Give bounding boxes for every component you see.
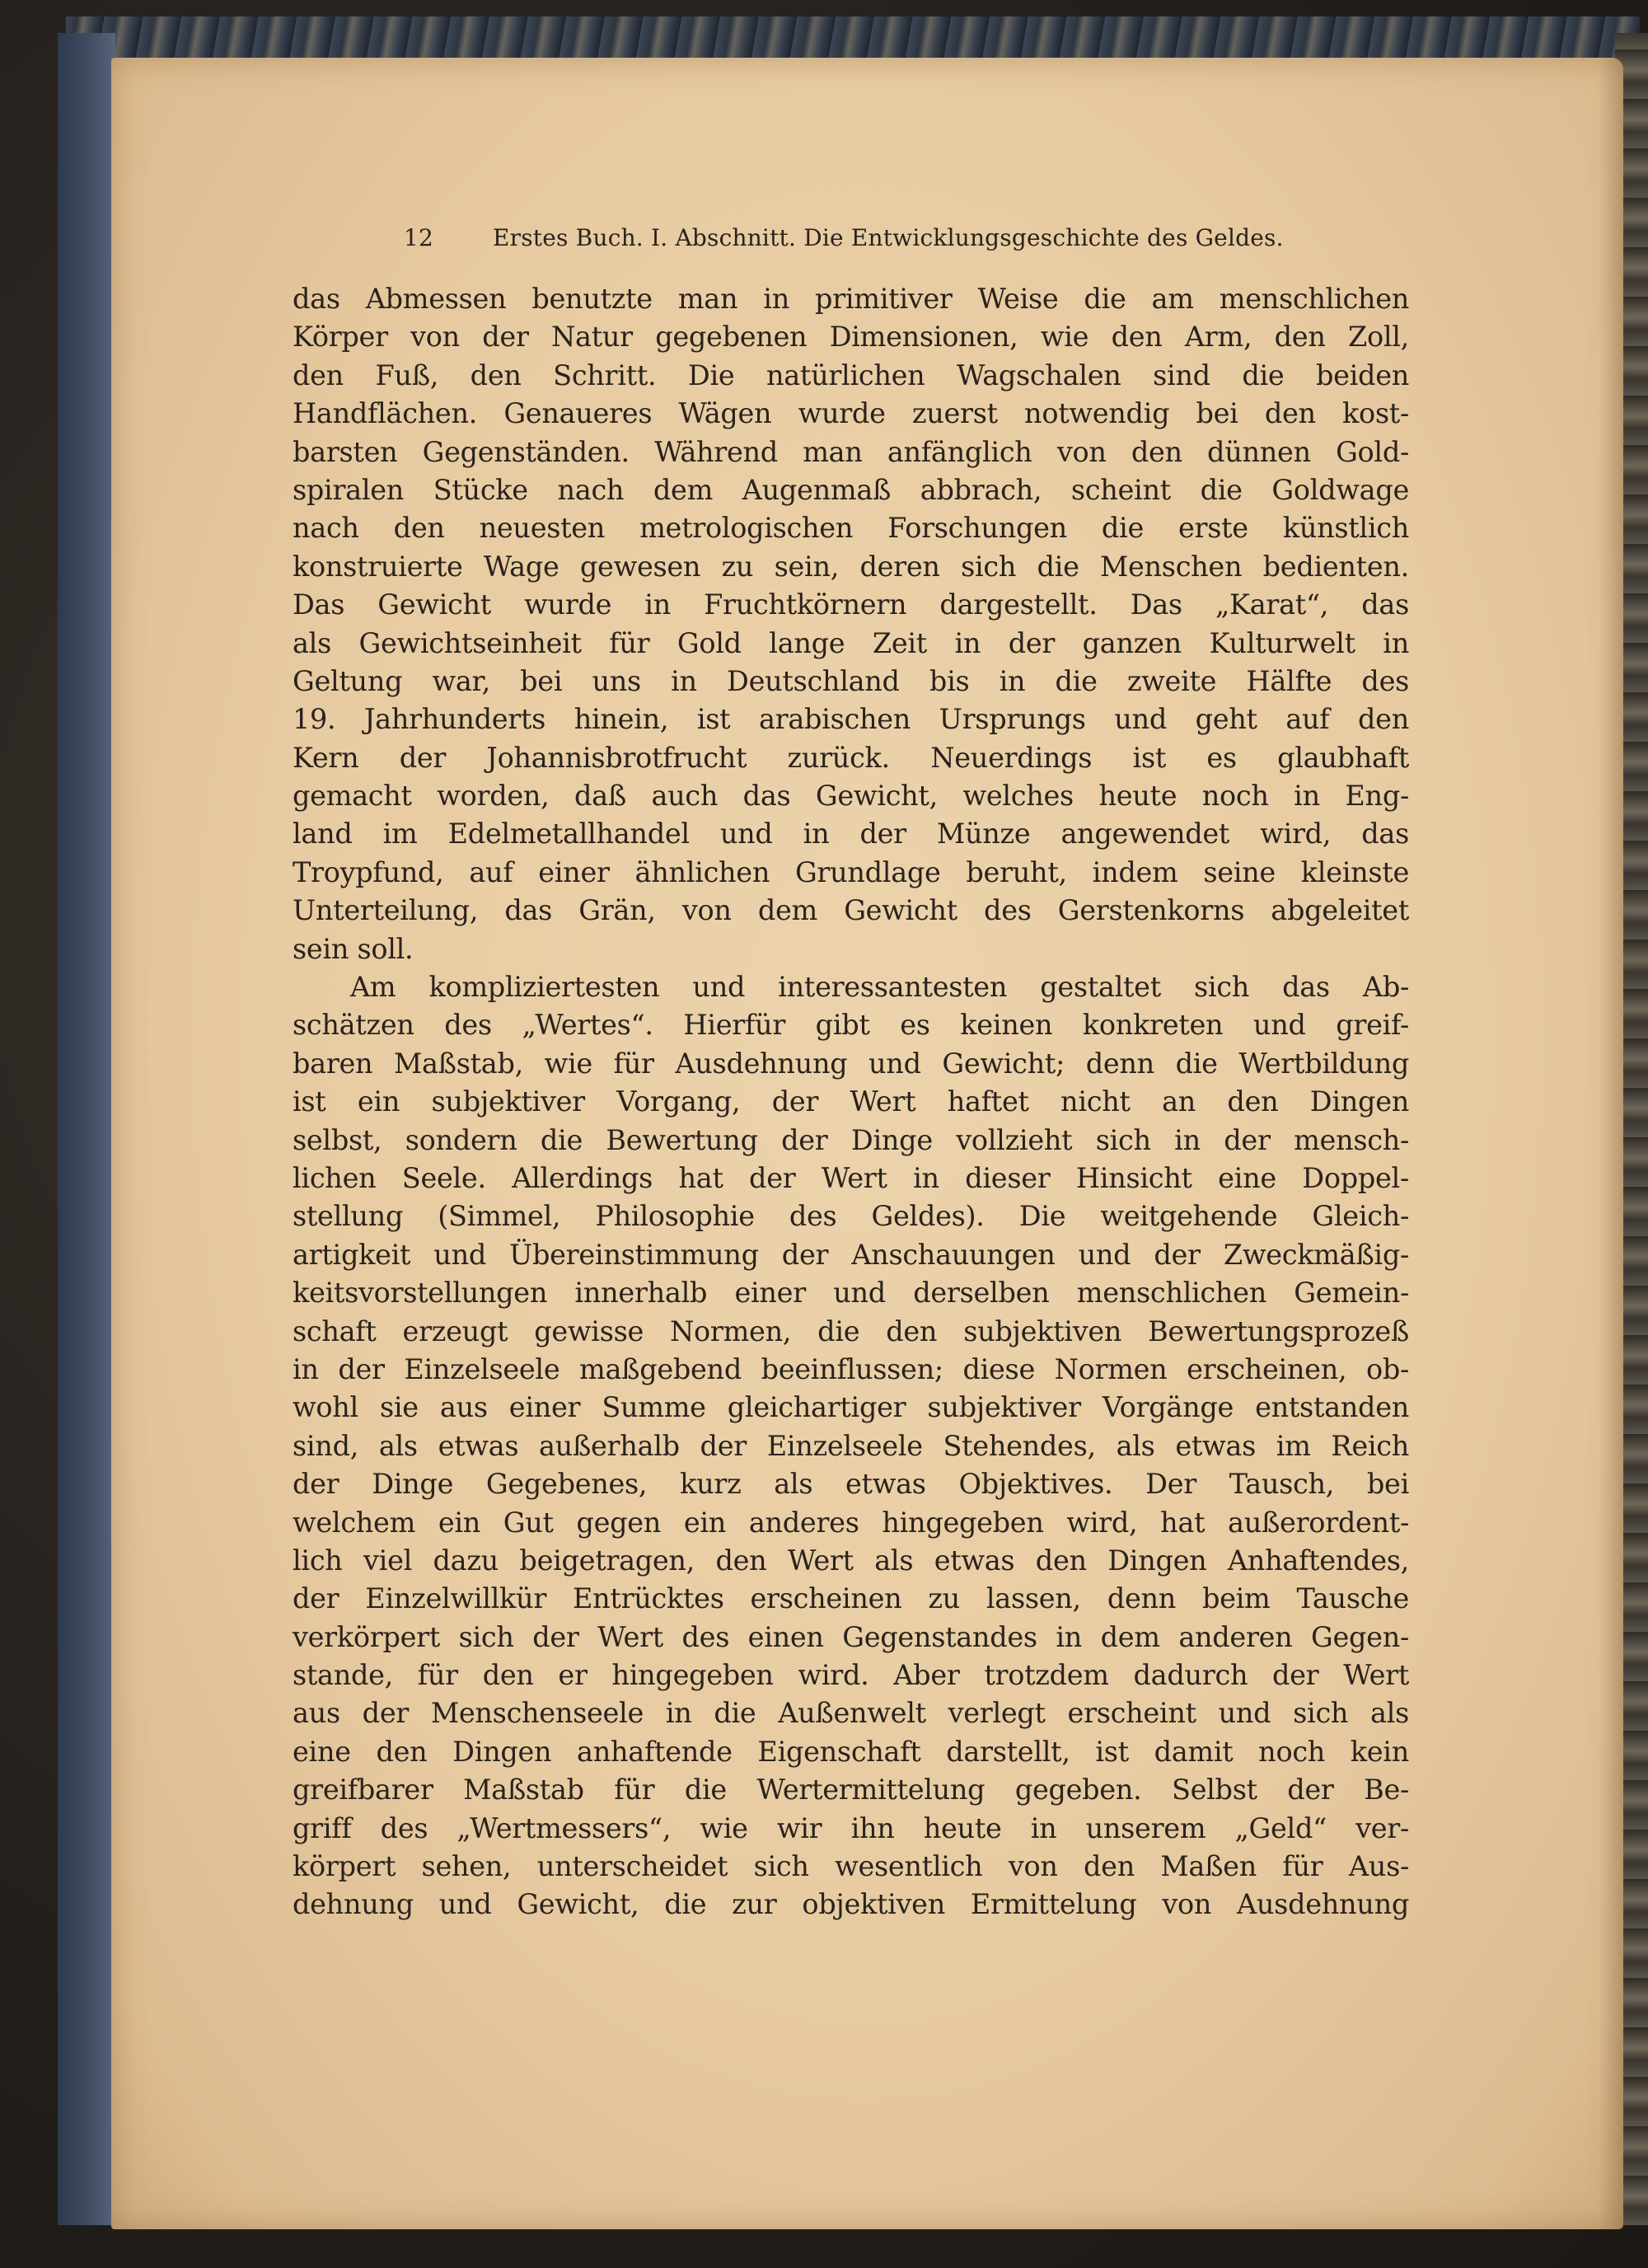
text-line: Unterteilung, das Grän, von dem Gewicht des Gerstenkorns abgeleitet [293, 894, 1409, 927]
text-line: den Fuß, den Schritt. Die natürlichen Wagschalen sind die beiden [293, 358, 1409, 391]
text-line: Troypfund, auf einer ähnlichen Grundlage beruht, indem seine kleinste [293, 855, 1409, 888]
text-line: baren Maßstab, wie für Ausdehnung und Gewicht; denn die Wertbildung [293, 1047, 1409, 1080]
text-line: stande, für den er hingegeben wird. Aber trotzdem dadurch der Wert [293, 1659, 1409, 1692]
text-line: das Abmessen benutzte man in primitiver Weise die am menschlichen [293, 283, 1409, 315]
text-line: sind, als etwas außerhalb der Einzelseele Stehendes, als etwas im Reich [293, 1429, 1409, 1462]
text-line: stellung (Simmel, Philosophie des Geldes). Die weitgehende Gleich- [293, 1200, 1409, 1233]
text-line: keitsvorstellungen innerhalb einer und derselben menschlichen Gemein- [293, 1277, 1409, 1310]
text-line: eine den Dingen anhaftende Eigenschaft darstellt, ist damit noch kein [293, 1735, 1409, 1768]
text-line: greifbarer Maßstab für die Wertermittelung gegeben. Selbst der Be- [293, 1774, 1409, 1806]
text-line: 19. Jahrhunderts hinein, ist arabischen Ursprungs und geht auf den [293, 703, 1409, 736]
text-line: griff des „Wertmessers“, wie wir ihn heute in unserem „Geld“ ver- [293, 1811, 1409, 1844]
text-line: selbst, sondern die Bewertung der Dinge vollzieht sich in der mensch- [293, 1123, 1409, 1156]
page-number: 12 [404, 224, 434, 251]
text-line: dehnung und Gewicht, die zur objektiven Ermittelung von Ausdehnung [293, 1888, 1409, 1921]
text-line: nach den neuesten metrologischen Forschungen die erste künstlich [293, 512, 1409, 545]
text-line: ist ein subjektiver Vorgang, der Wert haftet nicht an den Dingen [293, 1085, 1409, 1118]
text-line: land im Edelmetallhandel und in der Münze angewendet wird, das [293, 818, 1409, 850]
text-line: der Dinge Gegebenes, kurz als etwas Objektives. Der Tausch, bei [293, 1468, 1409, 1501]
text-line: gemacht worden, daß auch das Gewicht, welches heute noch in Eng- [293, 780, 1409, 813]
text-line: Handflächen. Genaueres Wägen wurde zuerst notwendig bei den kost- [293, 397, 1409, 430]
text-line: als Gewichtseinheit für Gold lange Zeit in der ganzen Kulturwelt in [293, 626, 1409, 659]
text-line: verkörpert sich der Wert des einen Gegenstandes in dem anderen Gegen- [293, 1620, 1409, 1653]
text-line: spiralen Stücke nach dem Augenmaß abbrach, scheint die Goldwage [293, 473, 1409, 506]
text-line: sein soll. [293, 932, 414, 965]
text-line: lich viel dazu beigetragen, den Wert als etwas den Dingen Anhaftendes, [293, 1544, 1409, 1577]
text-line: Kern der Johannisbrotfrucht zurück. Neuerdings ist es glaubhaft [293, 741, 1409, 774]
body-text [293, 280, 1409, 1924]
book-cover-edge-left [58, 33, 115, 2225]
text-line: der Einzelwillkür Entrücktes erscheinen zu lassen, denn beim Tausche [293, 1582, 1409, 1615]
text-line: Das Gewicht wurde in Fruchtkörnern dargestellt. Das „Karat“, das [293, 588, 1409, 621]
text-line: barsten Gegenständen. Während man anfänglich von den dünnen Gold- [293, 435, 1409, 468]
text-line: Körper von der Natur gegebenen Dimensionen, wie den Arm, den Zoll, [293, 321, 1409, 354]
running-head: Erstes Buch. I. Abschnitt. Die Entwicklungsgeschichte des Geldes. [493, 224, 1284, 251]
paragraph-1 [293, 280, 1409, 968]
paragraph-2 [293, 968, 1409, 1924]
text-line: Am kompliziertesten und interessantesten gestaltet sich das Ab- [350, 971, 1409, 1004]
text-line: aus der Menschenseele in die Außenwelt verlegt erscheint und sich als [293, 1697, 1409, 1730]
text-line: Geltung war, bei uns in Deutschland bis in die zweite Hälfte des [293, 664, 1409, 697]
text-line: lichen Seele. Allerdings hat der Wert in dieser Hinsicht eine Doppel- [293, 1161, 1409, 1194]
text-line: welchem ein Gut gegen ein anderes hingegeben wird, hat außerordent- [293, 1506, 1409, 1539]
text-line: artigkeit und Übereinstimmung der Anschauungen und der Zweckmäßig- [293, 1238, 1409, 1271]
text-line: körpert sehen, unterscheidet sich wesentlich von den Maßen für Aus- [293, 1850, 1409, 1883]
text-line: schaft erzeugt gewisse Normen, die den subjektiven Bewertungsprozeß [293, 1314, 1409, 1347]
text-line: wohl sie aus einer Summe gleichartiger subjektiver Vorgänge entstanden [293, 1391, 1409, 1424]
text-line: schätzen des „Wertes“. Hierfür gibt es keinen konkreten und greif- [293, 1009, 1409, 1042]
page-header [404, 224, 1409, 251]
page-edge-shadow [1599, 58, 1623, 2229]
text-line: in der Einzelseele maßgebend beeinflussen; diese Normen erscheinen, ob- [293, 1352, 1409, 1385]
text-line: konstruierte Wage gewesen zu sein, deren sich die Menschen bedienten. [293, 550, 1409, 583]
